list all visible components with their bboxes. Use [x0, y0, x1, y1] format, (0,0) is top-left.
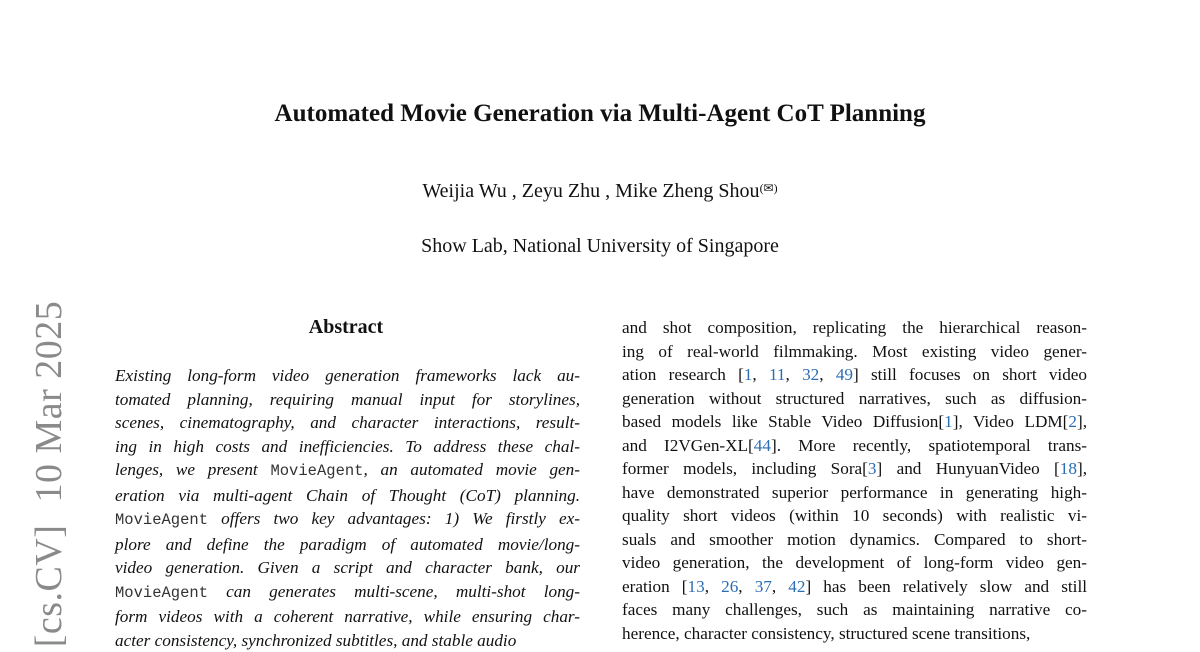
text-segment: ,: [705, 577, 721, 596]
text-line: [115, 388, 580, 412]
citation-link[interactable]: 18: [1060, 459, 1077, 478]
text-line: [622, 316, 1087, 340]
arxiv-category: [cs.CV]: [28, 525, 70, 648]
text-segment: video generation, the development of long-form video gen-: [622, 553, 1087, 572]
text-segment: ing of real-world filmmaking. Most existing video gener-: [622, 342, 1087, 361]
author-list: [0, 178, 1200, 204]
text-segment: ] and HunyuanVideo [: [877, 459, 1060, 478]
text-segment: ]. More recently, spatiotemporal trans-: [771, 436, 1087, 455]
abstract-text: [115, 364, 580, 652]
citation-link[interactable]: 1: [944, 412, 953, 431]
text-line: [115, 605, 580, 629]
text-segment: offers two key advantages: 1) We firstly ex-: [208, 509, 580, 528]
text-line: [622, 457, 1087, 481]
text-segment: ] still focuses on short video: [853, 365, 1087, 384]
text-line: [622, 528, 1087, 552]
text-segment: ation research [: [622, 365, 744, 384]
text-line: [115, 411, 580, 435]
text-line: [622, 363, 1087, 387]
text-segment: form videos with a coherent narrative, while ensuring char-: [115, 607, 580, 626]
text-line: [622, 598, 1087, 622]
method-name: MovieAgent: [115, 511, 208, 529]
text-segment: acter consistency, synchronized subtitles, and stable audio: [115, 631, 516, 650]
text-segment: eration via multi-agent Chain of Thought (CoT) planning.: [115, 486, 580, 505]
text-line: [115, 458, 580, 484]
text-line: [115, 533, 580, 557]
text-segment: faces many challenges, such as maintaining narrative co-: [622, 600, 1087, 619]
text-line: [622, 481, 1087, 505]
text-line: [115, 580, 580, 606]
text-line: [622, 575, 1087, 599]
text-segment: have demonstrated superior performance in generating high-: [622, 483, 1087, 502]
body-text-right-column: [622, 316, 1087, 645]
citation-link[interactable]: 42: [788, 577, 805, 596]
text-segment: plore and define the paradigm of automated movie/long-: [115, 535, 580, 554]
text-segment: lenges, we present: [115, 460, 270, 479]
authors-text: Weijia Wu , Zeyu Zhu , Mike Zheng Shou: [422, 180, 759, 202]
citation-link[interactable]: 3: [868, 459, 877, 478]
text-segment: tomated planning, requiring manual input for storylines,: [115, 390, 580, 409]
text-segment: and I2VGen-XL[: [622, 436, 754, 455]
corresponding-author-mark: (✉): [760, 181, 778, 195]
citation-link[interactable]: 49: [836, 365, 853, 384]
paper-title: Automated Movie Generation via Multi-Agent CoT Planning: [0, 98, 1200, 130]
text-segment: ],: [1077, 412, 1087, 431]
text-line: [622, 340, 1087, 364]
citation-link[interactable]: 2: [1068, 412, 1077, 431]
text-segment: ,: [772, 577, 788, 596]
text-segment: suals and smoother motion dynamics. Compared to short-: [622, 530, 1087, 549]
citation-link[interactable]: 26: [721, 577, 738, 596]
text-segment: herence, character consistency, structured scene transitions,: [622, 624, 1030, 643]
text-segment: video generation. Given a script and character bank, our: [115, 558, 580, 577]
text-segment: and shot composition, replicating the hierarchical reason-: [622, 318, 1087, 337]
text-segment: eration [: [622, 577, 688, 596]
text-line: [622, 504, 1087, 528]
text-segment: ], Video LDM[: [953, 412, 1069, 431]
text-segment: based models like Stable Video Diffusion[: [622, 412, 944, 431]
abstract-heading: Abstract: [112, 314, 580, 340]
text-line: [622, 551, 1087, 575]
method-name: MovieAgent: [270, 462, 363, 480]
citation-link[interactable]: 44: [754, 436, 771, 455]
text-segment: Existing long-form video generation frameworks lack au-: [115, 366, 580, 385]
text-line: [115, 435, 580, 459]
text-segment: quality short videos (within 10 seconds) with realistic vi-: [622, 506, 1087, 525]
text-segment: ,: [819, 365, 836, 384]
citation-link[interactable]: 37: [755, 577, 772, 596]
text-segment: , an automated movie gen-: [363, 460, 580, 479]
text-segment: ,: [786, 365, 803, 384]
text-line: [115, 507, 580, 533]
text-line: [115, 364, 580, 388]
text-line: [115, 556, 580, 580]
text-segment: former models, including Sora[: [622, 459, 868, 478]
text-segment: ],: [1077, 459, 1087, 478]
text-line: [622, 434, 1087, 458]
text-segment: can generates multi-scene, multi-shot long-: [208, 582, 580, 601]
citation-link[interactable]: 13: [688, 577, 705, 596]
text-line: [115, 484, 580, 508]
affiliation: Show Lab, National University of Singapore: [0, 233, 1200, 259]
text-segment: ,: [752, 365, 769, 384]
text-segment: generation without structured narratives, such as diffusion-: [622, 389, 1087, 408]
text-line: [622, 622, 1087, 646]
text-line: [622, 410, 1087, 434]
arxiv-date: 10 Mar 2025: [28, 301, 70, 503]
citation-link[interactable]: 1: [744, 365, 753, 384]
citation-link[interactable]: 11: [769, 365, 786, 384]
text-segment: ing in high costs and inefficiencies. To address these chal-: [115, 437, 580, 456]
text-line: [622, 387, 1087, 411]
citation-link[interactable]: 32: [802, 365, 819, 384]
method-name: MovieAgent: [115, 584, 208, 602]
arxiv-stamp: [27, 301, 71, 648]
text-segment: ,: [738, 577, 754, 596]
text-line: [115, 629, 580, 652]
text-segment: scenes, cinematography, and character interactions, result-: [115, 413, 580, 432]
text-segment: ] has been relatively slow and still: [805, 577, 1087, 596]
